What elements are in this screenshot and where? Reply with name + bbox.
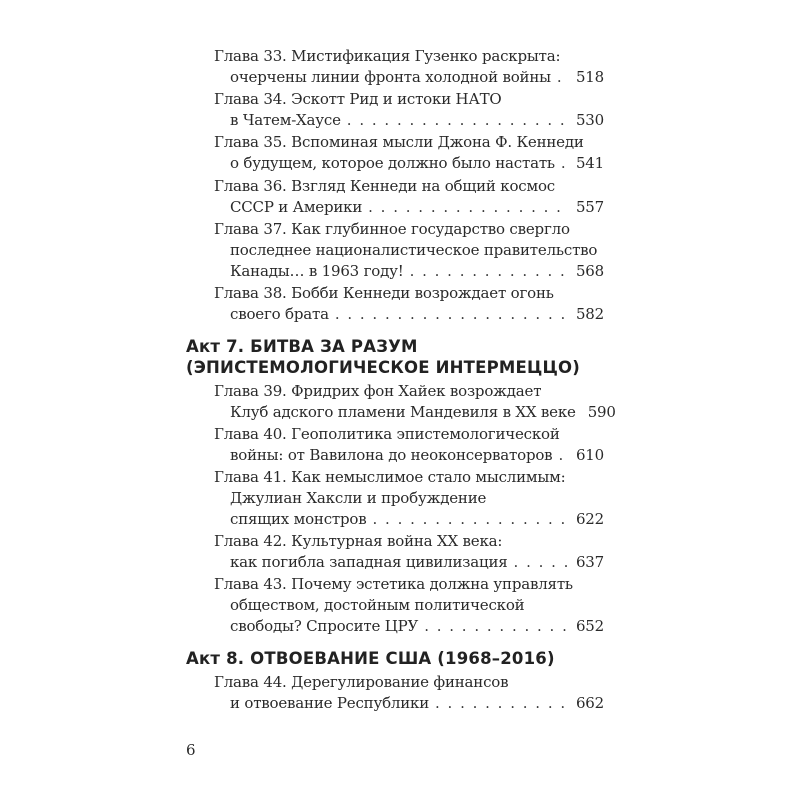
toc-entry-chapter-36[interactable] (214, 176, 604, 218)
page-ref: 568 (575, 262, 604, 280)
page-ref: 662 (575, 694, 604, 712)
entry-title-line: Глава 35. Вспоминая мысли Джона Ф. Кеннеди (214, 133, 584, 151)
dot-leader (435, 693, 570, 714)
page-ref: 557 (575, 198, 604, 216)
entry-title-line: СССР и Америки (230, 198, 363, 216)
entry-title-line: Клуб адского пламени Мандевиля в XX веке (230, 403, 576, 421)
dot-leader (368, 197, 570, 218)
dot-leader (561, 153, 570, 174)
entry-title-line: Глава 41. Как немыслимое стало мыслимым: (214, 468, 566, 486)
act-7-heading[interactable] (186, 336, 580, 378)
entry-title-line: Глава 38. Бобби Кеннеди возрождает огонь (214, 284, 554, 302)
page-ref: 582 (575, 305, 604, 323)
entry-title-line: Глава 43. Почему эстетика должна управлять (214, 575, 573, 593)
toc-entry-chapter-37[interactable] (214, 219, 604, 282)
entry-last-line (214, 197, 604, 218)
dot-leader (373, 509, 570, 530)
act-heading-line: (ЭПИСТЕМОЛОГИЧЕСКОЕ ИНТЕРМЕЦЦО) (186, 358, 580, 377)
page-ref: 610 (575, 446, 604, 464)
toc-entry-chapter-43[interactable] (214, 574, 604, 637)
dot-leader (424, 616, 570, 637)
entry-last-line (214, 261, 604, 282)
page-ref: 637 (575, 553, 604, 571)
dot-leader (558, 445, 570, 466)
entry-title-line: Глава 37. Как глубинное государство свергло (214, 220, 570, 238)
page-ref: 622 (575, 510, 604, 528)
dot-leader (557, 67, 570, 88)
entry-last-line (214, 616, 604, 637)
entry-last-line (214, 552, 604, 573)
toc-entry-chapter-33[interactable] (214, 46, 604, 88)
entry-title-line: своего брата (230, 305, 329, 323)
dot-leader (347, 110, 570, 131)
dot-leader (410, 261, 570, 282)
entry-title-line: войны: от Вавилона до неоконсерваторов (230, 446, 553, 464)
page-ref: 518 (575, 68, 604, 86)
entry-title-line: Глава 44. Дерегулирование финансов (214, 673, 509, 691)
entry-title-line: Джулиан Хаксли и пробуждение (230, 489, 487, 507)
entry-last-line (214, 402, 616, 423)
entry-title-line: последнее националистическое правительство (230, 241, 598, 259)
entry-title-line: Канады… в 1963 году! (230, 262, 404, 280)
entry-title-line: Глава 40. Геополитика эпистемологической (214, 425, 560, 443)
entry-title-line: как погибла западная цивилизация (230, 553, 508, 571)
page-ref: 541 (575, 154, 604, 172)
entry-title-line: о будущем, которое должно было настать (230, 154, 555, 172)
entry-last-line (214, 153, 604, 174)
page-ref: 652 (575, 617, 604, 635)
entry-title-line: Глава 42. Культурная война XX века: (214, 532, 503, 550)
entry-last-line (214, 445, 604, 466)
dot-leader (335, 304, 570, 325)
toc-entry-chapter-41[interactable] (214, 467, 604, 530)
entry-title-line: свободы? Спросите ЦРУ (230, 617, 419, 635)
entry-title-line: Глава 34. Эскотт Рид и истоки НАТО (214, 90, 502, 108)
toc-entry-chapter-40[interactable] (214, 424, 604, 466)
entry-last-line (214, 110, 604, 131)
entry-title-line: в Чатем-Хаусе (230, 111, 341, 129)
toc-entry-chapter-34[interactable] (214, 89, 604, 131)
toc-entry-chapter-35[interactable] (214, 132, 604, 174)
entry-title-line: очерчены линии фронта холодной войны (230, 68, 551, 86)
entry-last-line (214, 304, 604, 325)
page-ref: 530 (575, 111, 604, 129)
act-8-heading[interactable] (186, 648, 555, 669)
toc-entry-chapter-44[interactable] (214, 672, 604, 714)
entry-title-line: Глава 39. Фридрих фон Хайек возрождает (214, 382, 542, 400)
entry-title-line: спящих монстров (230, 510, 367, 528)
page-ref: 590 (587, 403, 616, 421)
entry-title-line: Глава 33. Мистификация Гузенко раскрыта: (214, 47, 561, 65)
entry-title-line: и отвоевание Республики (230, 694, 429, 712)
entry-title-line: обществом, достойным политической (230, 596, 525, 614)
page-number: 6 (186, 741, 196, 759)
act-heading-line: Акт 7. БИТВА ЗА РАЗУМ (186, 337, 418, 356)
entry-last-line (214, 67, 604, 88)
entry-last-line (214, 509, 604, 530)
entry-last-line (214, 693, 604, 714)
act-heading-line: Акт 8. ОТВОЕВАНИЕ США (1968–2016) (186, 649, 555, 668)
toc-entry-chapter-42[interactable] (214, 531, 604, 573)
entry-title-line: Глава 36. Взгляд Кеннеди на общий космос (214, 177, 555, 195)
dot-leader (514, 552, 570, 573)
toc-entry-chapter-38[interactable] (214, 283, 604, 325)
toc-entry-chapter-39[interactable] (214, 381, 616, 423)
